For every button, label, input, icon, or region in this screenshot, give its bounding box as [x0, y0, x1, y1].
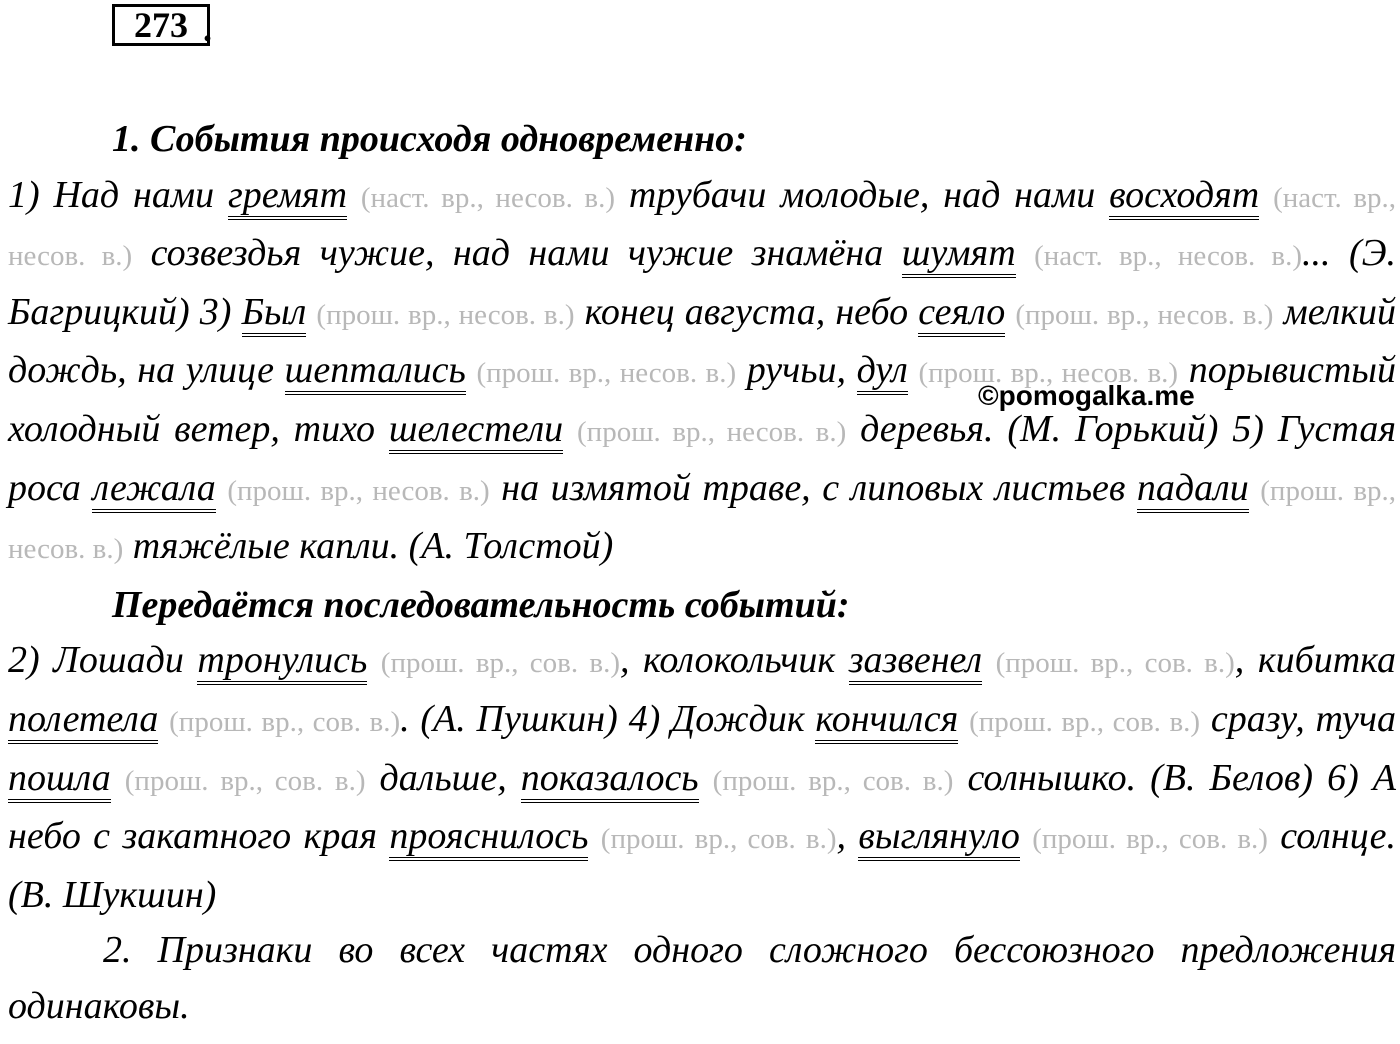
watermark: ©pomogalka.me: [978, 380, 1195, 411]
heading-sequence: Передаётся последовательность событий:: [112, 583, 850, 626]
text-run: солнце. (В. Шукшин): [8, 815, 1397, 916]
text-run: тяжёлые капли. (А. Толстой): [123, 525, 614, 568]
predicate-verb: показалось: [521, 757, 699, 803]
text-run: [1259, 174, 1273, 216]
text-run: [1020, 815, 1032, 857]
grammar-note: (прош. вр., сов. в.): [1032, 823, 1268, 856]
text-run: деревья. (М. Горький) 5) Густая роса: [8, 407, 1396, 509]
text-run: [158, 698, 169, 740]
text-run: сразу, туча: [1200, 697, 1397, 740]
grammar-note: (прош. вр., несов. в.): [316, 298, 575, 331]
text-run: мелкий дождь, на улице: [8, 290, 1397, 392]
grammar-note: (прош. вр., несов. в.): [227, 474, 490, 507]
text-run: . (А. Пушкин) 4) Дождик: [400, 697, 816, 740]
text-run: , кибитка: [1234, 639, 1396, 682]
grammar-note: (прош. вр., сов. в.): [124, 764, 366, 797]
text-run: конец августа, небо: [574, 290, 919, 333]
grammar-note: (прош. вр., сов. в.): [600, 823, 837, 856]
predicate-verb: Был: [242, 291, 307, 337]
predicate-verb: шумят: [902, 232, 1016, 278]
predicate-verb: полетела: [8, 698, 158, 744]
text-run: [958, 698, 969, 740]
predicate-verb: тронулись: [197, 639, 367, 685]
exercise-number: 273: [112, 4, 210, 46]
examples-simultaneous: [8, 168, 1396, 578]
text-run: [588, 815, 600, 857]
text-run: [699, 757, 713, 799]
text-run: солнышко. (В. Белов) 6) А небо с закатного края: [8, 756, 1397, 858]
text-run: [306, 291, 316, 333]
text-run: [466, 349, 477, 391]
text-run: трубачи молодые, над нами: [615, 173, 1110, 216]
grammar-note: (прош. вр., несов. в.): [476, 357, 737, 390]
text-run: [908, 349, 919, 391]
grammar-note: (прош. вр., несов. в.): [1015, 298, 1274, 331]
conclusion-paragraph: 2. Признаки во всех частях одного сложного бессоюзного предложения одинаковы.: [8, 929, 1396, 1027]
predicate-verb: выглянуло: [858, 815, 1020, 861]
predicate-verb: прояснилось: [389, 815, 588, 861]
predicate-verb: восходят: [1109, 174, 1259, 220]
text-run: [982, 639, 996, 681]
predicate-verb: гремят: [228, 174, 347, 220]
predicate-verb: падали: [1137, 467, 1249, 513]
text-run: дальше,: [365, 756, 521, 799]
text-run: ... (Э. Багрицкий) 3): [8, 232, 1397, 333]
predicate-verb: пошла: [8, 757, 111, 803]
text-run: [563, 408, 577, 450]
text-run: ,: [836, 815, 859, 858]
text-run: [1249, 467, 1261, 509]
grammar-note: (прош. вр., несов. в.): [577, 415, 847, 448]
text-run: [111, 757, 125, 799]
text-run: [1016, 232, 1034, 274]
text-run: [367, 639, 381, 681]
examples-sequence: [8, 633, 1396, 923]
predicate-verb: шептались: [285, 349, 466, 395]
grammar-note: (наст. вр., несов. в.): [360, 181, 616, 214]
text-run: на измятой траве, с липовых листьев: [489, 466, 1137, 509]
document-body: [8, 112, 1396, 1035]
grammar-note: (наст. вр., несов. в.): [8, 181, 1397, 273]
predicate-verb: лежала: [92, 467, 215, 513]
predicate-verb: зазвенел: [849, 639, 982, 685]
text-run: 1) Над нами: [8, 173, 228, 216]
predicate-verb: шелестели: [389, 408, 563, 454]
text-run: ручьи,: [736, 349, 857, 392]
text-run: [1005, 291, 1015, 333]
grammar-note: (прош. вр., сов. в.): [169, 705, 401, 738]
text-run: [216, 467, 228, 509]
grammar-note: (прош. вр., несов. в.): [8, 474, 1397, 566]
grammar-note: (наст. вр., несов. в.): [1034, 240, 1303, 273]
heading-simultaneous: 1. События происходя одновременно:: [112, 118, 747, 160]
text-run: созвездья чужие, над нами чужие знамёна: [132, 232, 902, 275]
text-run: порывистый холодный ветер, тихо: [8, 349, 1397, 450]
grammar-note: (прош. вр., сов. в.): [969, 705, 1201, 738]
predicate-verb: дул: [857, 349, 908, 395]
grammar-note: (прош. вр., сов. в.): [380, 647, 620, 680]
predicate-verb: сеяло: [918, 291, 1005, 337]
text-run: [347, 174, 361, 216]
exercise-number-dot: .: [203, 9, 212, 49]
predicate-verb: кончился: [815, 698, 958, 744]
text-run: 2) Лошади: [8, 639, 198, 682]
grammar-note: (прош. вр., несов. в.): [918, 357, 1179, 390]
text-run: , колокольчик: [620, 639, 849, 682]
grammar-note: (прош. вр., сов. в.): [712, 764, 954, 797]
grammar-note: (прош. вр., сов. в.): [995, 647, 1235, 680]
